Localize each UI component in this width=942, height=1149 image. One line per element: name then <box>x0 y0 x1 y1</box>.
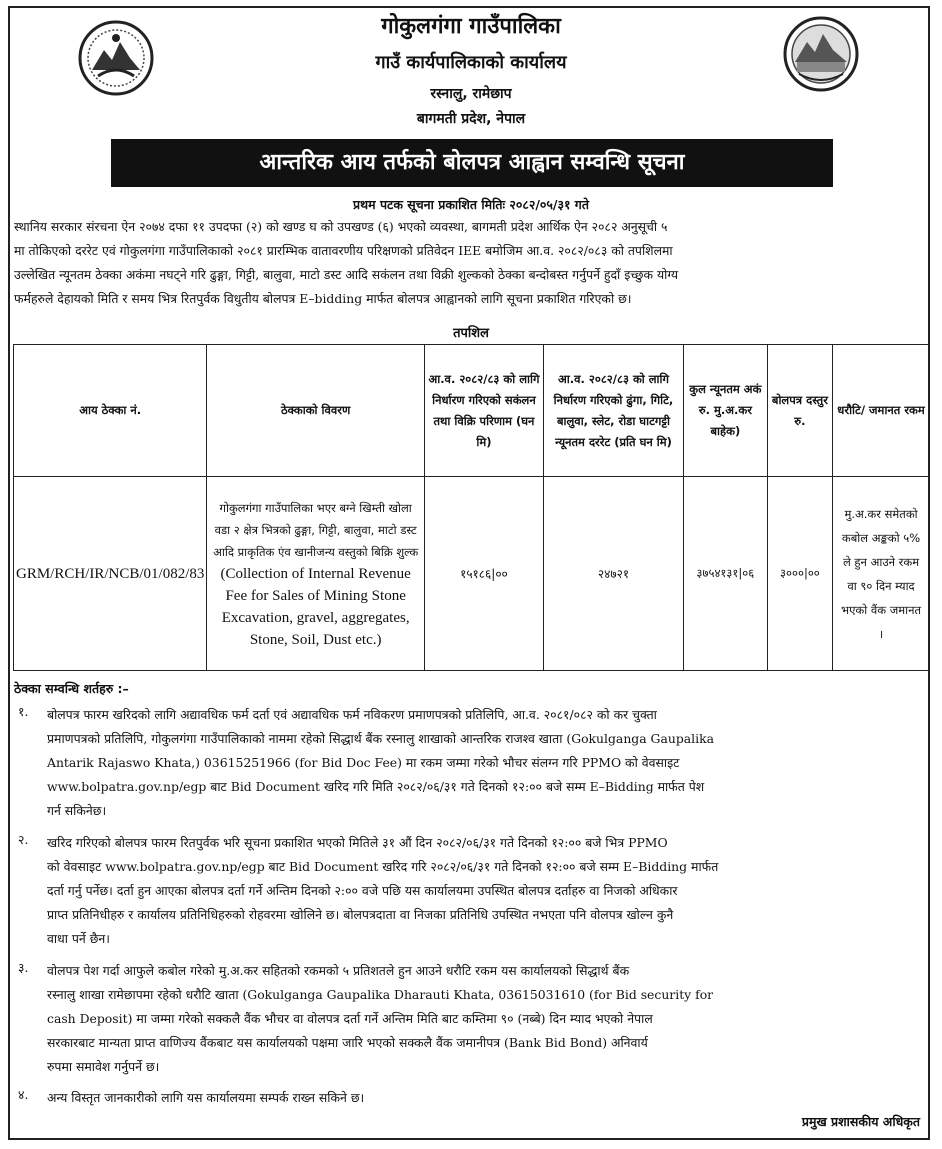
cell-security: मु.अ.कर समेतको कबोल अङ्कको ५% ले हुन आउने रकम वा ९० दिन म्याद भएको वैंक जमानत । <box>833 477 930 671</box>
signature-title: प्रमुख प्रशासकीय अधिकृत <box>801 1114 920 1129</box>
intro-line: मा तोकिएको दररेट एवं गोकुलगंगा गाउँपालिकाको २०८१ प्रारम्भिक वातावरणीय परिक्षणको प्रतिवेदन IEE बमोजिम आ.व. २०८२/०८३ को तपशिलमा <box>14 243 673 258</box>
condition-line: सरकारबाट मान्यता प्राप्त वाणिज्य वैंकबाट यस कार्यालयको पक्षमा जारि भएको सक्कलै वैंक जमानीपत्र (Bank Bid Bond) अनिवार्य <box>47 1035 648 1050</box>
condition-line: प्रमाणपत्रको प्रतिलिपि, गोकुलगंगा गाउँपालिकाको नाममा रहेको सिद्धार्थ बैंक रस्नालु शाखाको आन्तरिक राजश्व खाता (Gokulganga Gaupalika <box>47 731 714 746</box>
cell-description <box>207 477 425 671</box>
description-nepali: गोकुलगंगा गाउँपालिका भएर बग्ने खिम्ती खोला वडा २ क्षेत्र भित्रको ढुङ्गा, गिट्टी, बालुवा, माटो डस्ट आदि प्राकृतिक एंव खानीजन्य वस्तुको बिक्रि शुल्क <box>213 500 419 559</box>
notice-title: आन्तरिक आय तर्फको बोलपत्र आह्वान सम्वन्धि सूचना <box>111 139 833 187</box>
condition-line: रुपमा समावेश गर्नुपर्ने छ। <box>47 1059 160 1074</box>
condition-line: प्राप्त प्रतिनिधीहरु र कार्यालय प्रतिनिधिहरुको रोहवरमा खोलिने छ। बोलपत्रदाता वा निजका प्रतिनिधि उपस्थित नभएता पनि वोलपत्र खोल्न कुनै <box>47 907 674 922</box>
condition-number: १. <box>18 704 29 719</box>
cell-total: ३७५४१३१|०६ <box>684 477 768 671</box>
condition-line: अन्य विस्तृत जानकारीको लागि यस कार्यालयमा सम्पर्क राख्न सकिने छ। <box>47 1090 365 1105</box>
condition-line: Antarik Rajaswo Khata,) 03615251966 (for Bid Doc Fee) मा रकम जम्मा गरेको भौचर संलग्न गरि PPMO को वेवसाइट <box>47 755 680 770</box>
description-english: (Collection of Internal Revenue Fee for Sales of Mining Stone Excavation, gravel, aggregates, Stone, Soil, Dust etc.) <box>220 565 411 648</box>
header-description: ठेक्काको विवरण <box>207 345 425 477</box>
office-address: रस्नालु, रामेछाप <box>430 86 512 102</box>
intro-line: स्थानिय सरकार संरचना ऐन २०७४ दफा ११ उपदफा (२) को खण्ड घ को उपखण्ड (६) भएको व्यवस्था, बागमती प्रदेश आर्थिक ऐन २०८२ अनुसूची ५ <box>14 219 668 234</box>
intro-line: फर्महरुले देहायको मिति र समय भित्र रितपुर्वक विधुतीय बोलपत्र E–bidding मार्फत बोलपत्र आह्वानको लागि सूचना प्रकाशित गरिएको छ। <box>14 291 632 306</box>
condition-line: रस्नालु शाखा रामेछापमा रहेको धरौटि खाता (Gokulganga Gaupalika Dharauti Khata, 03615031610 (for Bid security for <box>47 987 714 1002</box>
intro-paragraph <box>14 215 926 311</box>
header-bid-fee: बोलपत्र दस्तुर रु. <box>767 345 832 477</box>
condition-number: ४. <box>18 1087 29 1102</box>
cell-contract-no: GRM/RCH/IR/NCB/01/082/83 <box>14 477 207 671</box>
schedule-table <box>13 344 930 671</box>
office-province: बागमती प्रदेश, नेपाल <box>416 111 526 127</box>
header-rate: आ.व. २०८२/८३ को लागि निर्धारण गरिएको ढुंगा, गिटि, बालुवा, स्लेट, रोडा घाटगट्टी न्यूनतम दररेट (प्रति घन मि) <box>543 345 683 477</box>
header-security: धरौटि/ जमानत रकम <box>833 345 930 477</box>
municipality-name: गोकुलगंगा गाउँपालिका <box>381 14 561 39</box>
condition-line: वोलपत्र पेश गर्दा आफुले कबोल गरेको मु.अ.कर सहितको रकमको ५ प्रतिशतले हुन आउने धरौटि रकम यस कार्यालयको सिद्धार्थ बैंक <box>47 963 630 978</box>
condition-line: गर्न सकिनेछ। <box>47 803 107 818</box>
office-name: गाउँ कार्यपालिकाको कार्यालय <box>375 52 567 73</box>
condition-line: cash Deposit) मा जम्मा गरेको सक्कलै वैंक भौचर वा वोलपत्र दर्ता गर्ने अन्तिम मिति बाट कम्तिमा ९० (नब्बे) दिन म्याद भएको नेपाल <box>47 1011 653 1026</box>
cell-bid-fee: ३०००|०० <box>767 477 832 671</box>
intro-line: उल्लेखित न्यूनतम ठेक्का अकंमा नघट्ने गरि ढुङ्गा, गिट्टी, बालुवा, माटो डस्ट आदि सकंलन तथा विक्री शुल्कको ठेक्का बन्दोबस्त गर्नुपर्ने हुदाँ इच्छुक योग्य <box>14 267 679 282</box>
condition-line: www.bolpatra.gov.np/egp बाट Bid Document खरिद गरि मिति २०८२/०६/३१ गते दिनको १२:०० बजे सम्म E–Bidding मार्फत पेश <box>47 779 705 794</box>
condition-number: ३. <box>18 960 29 975</box>
schedule-heading: तपशिल <box>453 326 489 341</box>
condition-line: को वेवसाइट www.bolpatra.gov.np/egp बाट Bid Document खरिद गरि २०८२/०६/३१ गते दिनको १२:०० बजे सम्म E–Bidding मार्फत <box>47 859 719 874</box>
condition-line: बोलपत्र फारम खरिदको लागि अद्यावधिक फर्म दर्ता एवं अद्यावधिक फर्म नविकरण प्रमाणपत्रको प्रतिलिपि, आ.व. २०८१/०८२ को कर चुक्ता <box>47 707 657 722</box>
condition-number: २. <box>18 832 29 847</box>
condition-line: वाधा पर्ने छैन। <box>47 931 110 946</box>
conditions-heading: ठेक्का सम्वन्धि शर्तहरु :– <box>14 681 129 696</box>
table-header-row <box>14 345 930 477</box>
condition-line: खरिद गरिएको बोलपत्र फारम रितपुर्वक भरि सूचना प्रकाशित भएको मितिले ३१ औं दिन २०८२/०६/३१ गते दिनको १२:०० बजे भित्र PPMO <box>47 835 668 850</box>
cell-quantity: १५१८६|०० <box>424 477 543 671</box>
condition-line: दर्ता गर्नु पर्नेछ। दर्ता हुन आएका बोलपत्र दर्ता गर्ने अन्तिम दिनको २:०० वजे पछि यस कार्यालयमा उपस्थित बोलपत्र दर्ताहरु वा निजको अधिकार <box>47 883 678 898</box>
publish-date: प्रथम पटक सूचना प्रकाशित मितिः २०८२/०५/३१ गते <box>353 197 589 212</box>
header-total: कुल न्यूनतम अकं रु. मु.अ.कर बाहेक) <box>684 345 768 477</box>
cell-rate: २४७२१ <box>543 477 683 671</box>
header-quantity: आ.व. २०८२/८३ को लागि निर्धारण गरिएको सकंलन तथा विक्रि परिणाम (घन मि) <box>424 345 543 477</box>
header-contract-no: आय ठेक्का नं. <box>14 345 207 477</box>
table-row <box>14 477 930 671</box>
